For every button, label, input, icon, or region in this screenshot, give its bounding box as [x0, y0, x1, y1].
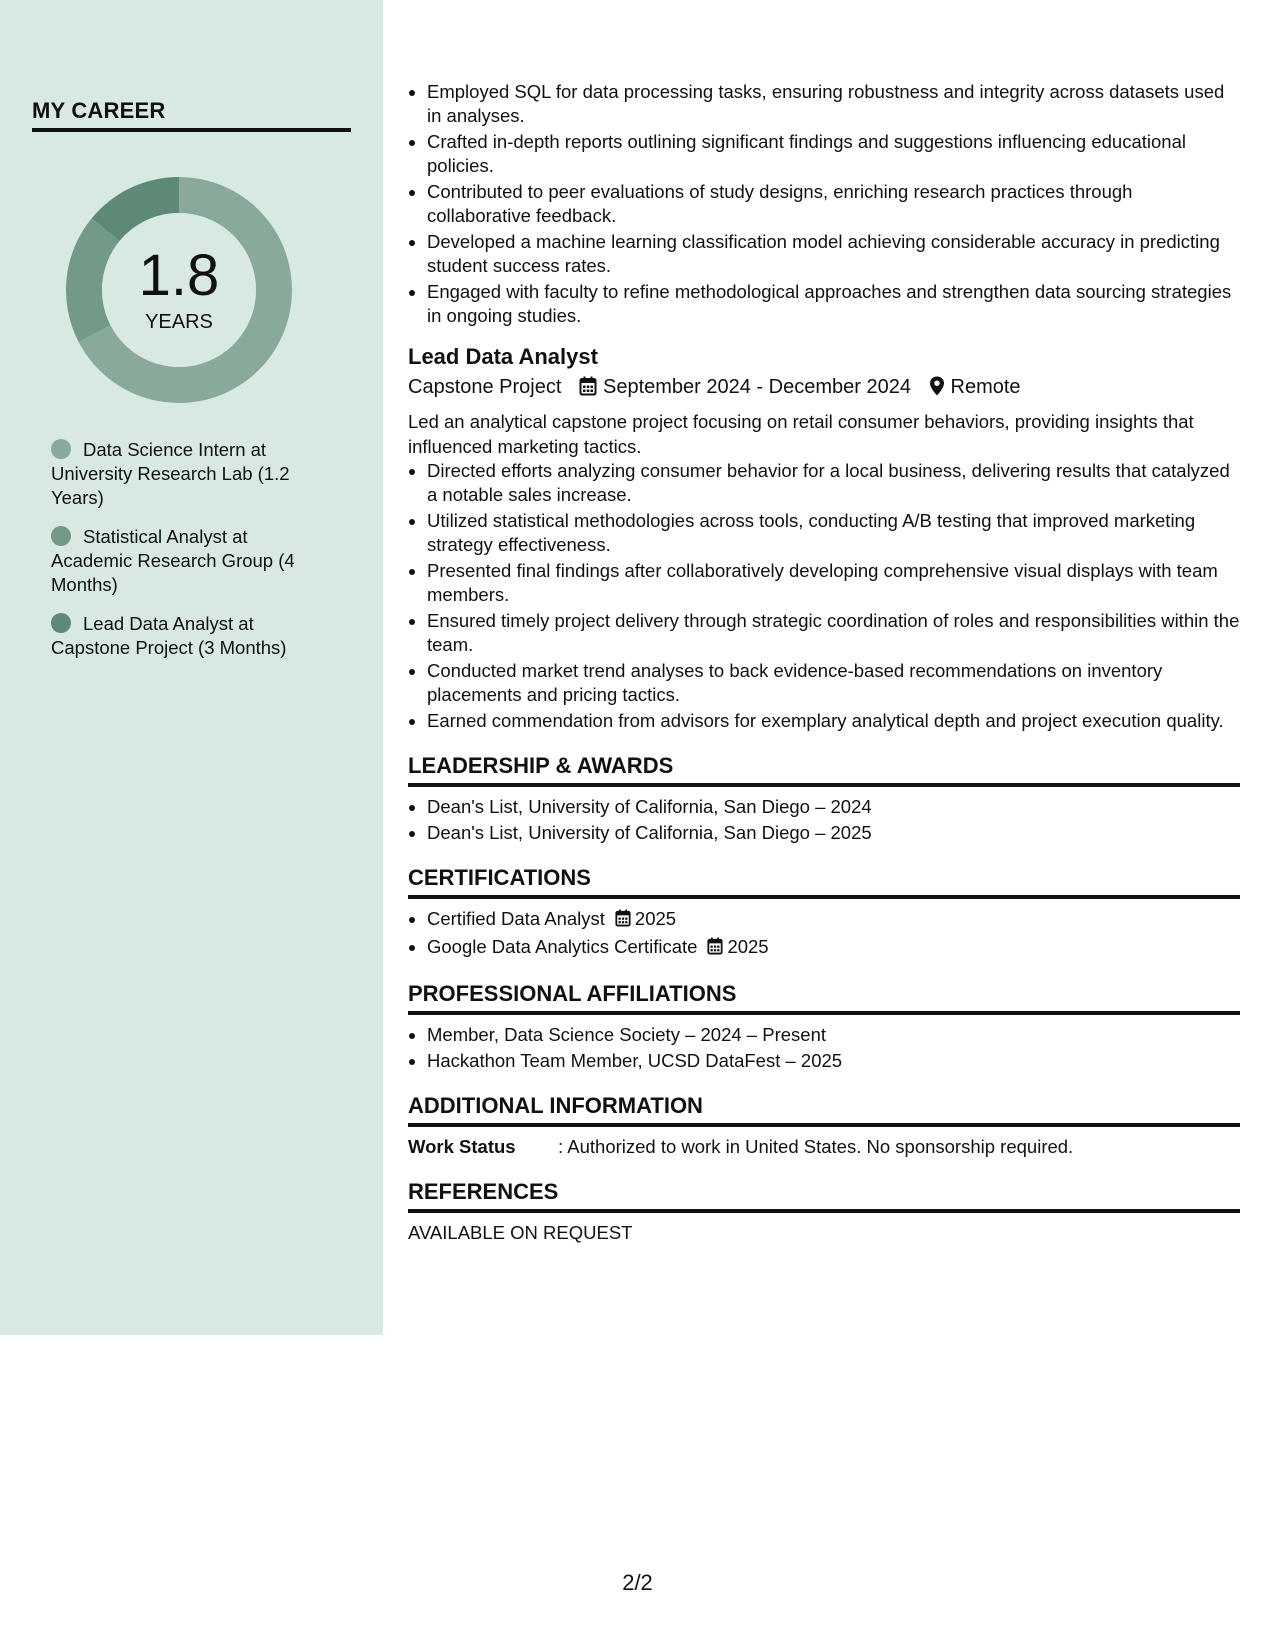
calendar-icon: [615, 909, 631, 933]
job-dates: September 2024 - December 2024: [602, 376, 911, 398]
list-item: • Dean's List, University of California, San Diego – 2025: [427, 821, 1240, 845]
list-item: • Conducted market trend analyses to back evidence-based recommendations on inventory placements and pricing tactics.: [427, 659, 1240, 707]
list-item: • Employed SQL for data processing tasks, ensuring robustness and integrity across datasets used in analyses.: [427, 80, 1240, 128]
donut-total-unit: YEARS: [145, 311, 213, 333]
certifications-list: [408, 907, 1240, 961]
career-donut-chart: [66, 177, 292, 403]
job-company: Capstone Project: [408, 376, 562, 398]
legend-item: [51, 525, 311, 597]
certification-year: 2025: [634, 908, 677, 929]
list-item: • Engaged with faculty to refine methodological approaches and strengthen data sourcing strategies in ongoing studies.: [427, 280, 1240, 328]
legend-item: [51, 612, 311, 660]
calendar-icon: [707, 937, 723, 961]
affiliations-heading: PROFESSIONAL AFFILIATIONS: [408, 979, 1240, 1015]
job-title: Lead Data Analyst: [408, 344, 598, 369]
map-pin-icon: [929, 375, 945, 405]
legend-dot: [51, 439, 71, 459]
list-item: • Member, Data Science Society – 2024 – Present: [427, 1023, 1240, 1047]
list-item: • Hackathon Team Member, UCSD DataFest – 2025: [427, 1049, 1240, 1073]
list-item: • Directed efforts analyzing consumer behavior for a local business, delivering results that catalyzed a notable sales increase.: [427, 459, 1240, 507]
list-item: • Earned commendation from advisors for exemplary analytical depth and project execution quality.: [427, 709, 1240, 733]
legend-label: Data Science Intern at University Research Lab (1.2 Years): [51, 439, 290, 508]
donut-total-value: 1.8: [138, 243, 220, 308]
career-title: MY CAREER: [32, 98, 351, 132]
list-item: • Dean's List, University of California, San Diego – 2024: [427, 795, 1240, 819]
certifications-heading: CERTIFICATIONS: [408, 863, 1240, 899]
awards-list: [408, 795, 1240, 845]
job-description: Led an analytical capstone project focusing on retail consumer behaviors, providing insights that influenced marketing tactics.: [408, 411, 1194, 457]
legend-label: Statistical Analyst at Academic Research Group (4 Months): [51, 526, 295, 595]
certification-name: Certified Data Analyst: [427, 908, 605, 929]
sidebar: [0, 0, 383, 1335]
references-heading: REFERENCES: [408, 1177, 1240, 1213]
list-item: • Utilized statistical methodologies across tools, conducting A/B testing that improved marketing strategy effectiveness.: [427, 509, 1240, 557]
job-bullets: [408, 459, 1240, 733]
awards-heading: LEADERSHIP & AWARDS: [408, 751, 1240, 787]
calendar-icon: [579, 375, 597, 405]
certification-name: Google Data Analytics Certificate: [427, 936, 698, 957]
list-item: [427, 907, 1240, 933]
legend-label: Lead Data Analyst at Capstone Project (3 Months): [51, 613, 287, 658]
work-status-label: Work Status: [408, 1136, 516, 1157]
additional-info-heading: ADDITIONAL INFORMATION: [408, 1091, 1240, 1127]
list-item: • Ensured timely project delivery through strategic coordination of roles and responsibilities within the team.: [427, 609, 1240, 657]
legend-dot: [51, 613, 71, 633]
work-status-value: : Authorized to work in United States. No sponsorship required.: [558, 1136, 1074, 1157]
certification-year: 2025: [727, 936, 769, 957]
job-meta: [408, 372, 1240, 405]
list-item: • Developed a machine learning classification model achieving considerable accuracy in predicting student success rates.: [427, 230, 1240, 278]
previous-job-bullets: [408, 80, 1240, 328]
main-content: [408, 80, 1240, 1245]
list-item: [427, 935, 1240, 961]
affiliations-list: [408, 1023, 1240, 1073]
legend-item: [51, 438, 311, 510]
career-legend: [51, 438, 311, 675]
work-status-row: [408, 1135, 1240, 1159]
job-location: Remote: [950, 376, 1021, 398]
list-item: • Crafted in-depth reports outlining significant findings and suggestions influencing educational policies.: [427, 130, 1240, 178]
references-text: AVAILABLE ON REQUEST: [408, 1222, 633, 1243]
list-item: • Contributed to peer evaluations of study designs, enriching research practices through collaborative feedback.: [427, 180, 1240, 228]
list-item: • Presented final findings after collaboratively developing comprehensive visual displays with team members.: [427, 559, 1240, 607]
page-number: 2/2: [622, 1570, 653, 1595]
legend-dot: [51, 526, 71, 546]
